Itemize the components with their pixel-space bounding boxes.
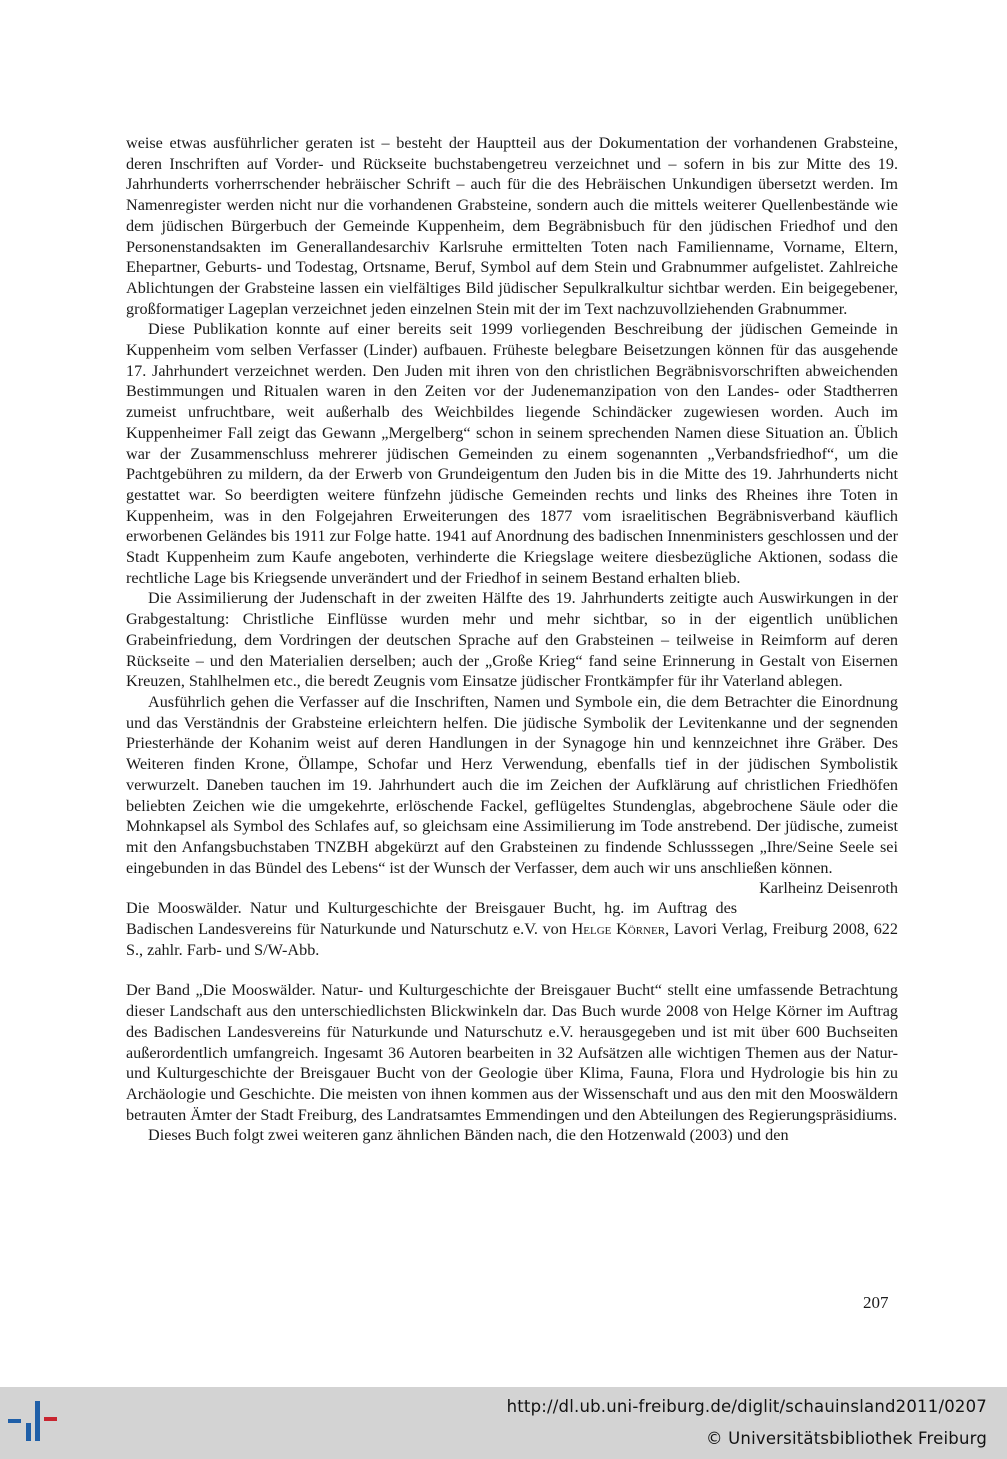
citation-publisher: , Lavori Verlag, Freiburg 2008, 622 S., zahlr. Farb- und S/W-Abb.: [126, 920, 898, 959]
document-url-link[interactable]: http://dl.ub.uni-freiburg.de/diglit/schauinsland2011/0207: [506, 1397, 987, 1416]
paragraph: weise etwas ausführlicher geraten ist – besteht der Hauptteil aus der Dokumentation der vorhandenen Grabsteine, deren Inschriften auf Vorder- und Rückseite buchstabengetreu verzeichnet und – sofern in bis zur Mitte des 19. Jahrhunderts vorherrschender hebräischer Schrift – auch für die des Hebräischen Unkundigen übersetzt werden. Im Namenregister werden nicht nur die vorhandenen Grabsteine, sondern auch die mittels weiterer Quellenbestände wie dem jüdischen Bürgerbuch der Gemeinde Kuppenheim, dem Begräbnisbuch für den jüdischen Friedhof und den Personenstandsakten im Generallandesarchiv Karlsruhe ermittelten Toten nach Familienname, Vorname, Eltern, Ehepartner, Geburts- und Todestag, Ortsname, Beruf, Symbol auf dem Stein und Grabnummer aufgelistet. Zahlreiche Ablichtungen der Grabsteine lassen ein vielfältiges Bild jüdischer Sepulkralkultur sichtbar werden. Ein beigegebener, großformatiger Lageplan verzeichnet jeden einzelnen Stein mit der im Text nachzuvollziehenden Grabnummer.: [126, 134, 898, 318]
footer-bar: [0, 1387, 1007, 1459]
page-number: 207: [863, 1293, 889, 1312]
paragraph: Der Band „Die Mooswälder. Natur- und Kulturgeschichte der Breisgauer Bucht“ stellt eine umfassende Betrachtung dieser Landschaft aus den unterschiedlichsten Blickwinkeln dar. Das Buch wurde 2008 von Helge Körner im Auftrag des Badischen Landesvereins für Naturkunde und Naturschutz e.V. herausgegeben und ist mit über 600 Buchseiten außerordentlich umfangreich. Ingesamt 36 Autoren bearbeiten in 32 Aufsätzen alle wichtigen Themen aus der Natur- und Kulturgeschichte der Breisgauer Bucht von der Geologie über Klima, Fauna, Flora und Hydrologie bis hin zu Archäologie und Geschichte. Die meisten von ihnen kommen aus der Wissenschaft und aus den mit den Mooswäldern betrauten Ämter der Stadt Freiburg, des Landratsamtes Emmendingen und den Abteilungen des Regierungspräsidiums.: [126, 981, 898, 1124]
paragraph: Die Assimilierung der Judenschaft in der zweiten Hälfte des 19. Jahrhunderts zeitigte auch Auswirkungen in der Grabgestaltung: Christliche Einflüsse wurden mehr und mehr sichtbar, so in der eigentlich unüblichen Grabeinfriedung, dem Vordringen der deutschen Sprache auf den Grabsteinen – teilweise in Reimform auf deren Rückseite – und den Materialien derselben; auch der „Große Krieg“ fand seine Erinnerung in Gestalt von Eisernen Kreuzen, Stahlhelmen etc., die beredt Zeugnis vom Einsatze jüdischer Frontkämpfer für ihr Vaterland ablegen.: [126, 589, 898, 691]
copyright-notice: © Universitätsbibliothek Freiburg: [705, 1429, 987, 1448]
body-text: [126, 133, 898, 1146]
paragraph: Dieses Buch folgt zwei weiteren ganz ähnlichen Bänden nach, die den Hotzenwald (2003) und den: [148, 1126, 789, 1145]
paragraph-with-signature: [126, 692, 898, 898]
citation-title: Die Mooswälder. Natur und Kulturgeschichte der Breisgauer Bucht, hg. im Auftrag des Badischen Landesvereins für Naturkunde und Naturschutz e.V. von: [126, 899, 738, 939]
library-logo-icon: [8, 1399, 64, 1441]
book-citation: [126, 898, 898, 960]
author-signature: Karlheinz Deisenroth: [759, 879, 898, 898]
citation-editor: Helge Körner: [571, 920, 666, 939]
paragraph: Diese Publikation konnte auf einer bereits seit 1999 vorliegenden Beschreibung der jüdischen Gemeinde in Kuppenheim vom selben Verfasser (Linder) aufbauen. Früheste belegbare Beisetzungen können für das ausgehende 17. Jahrhundert verzeichnet werden. Den Juden mit ihren von den christlichen Begräbnisvorschriften abweichenden Bestimmungen und Ritualen waren in den Zeiten vor der Judenemanzipation von den Landes- oder Stadtherren zumeist unfruchtbare, weit außerhalb des Weichbildes liegende Schindäcker zugewiesen worden. Auch im Kuppenheimer Fall zeigt das Gewann „Mergelberg“ schon in seinem sprechenden Namen diese Situation an. Üblich war der Zusammenschluss mehrerer jüdischen Gemeinden zu einem sogenannten „Verbandsfriedhof“, um die Pachtgebühren zu mildern, da der Erwerb von Grundeigentum den Juden bis in die Mitte des 19. Jahrhunderts nicht gestattet war. So beerdigten weitere fünfzehn jüdische Gemeinden rechts und links des Rheines ihre Toten in Kuppenheim, was in den Folgejahren Erweiterungen des 1877 vom israelitischen Begräbnisverband käuflich erworbenen Geländes bis 1911 zur Folge hatte. 1941 auf Anordnung des badischen Innenministers geschlossen und der Stadt Kuppenheim zum Kaufe angeboten, verhinderte die Kriegslage weitere diesbezügliche Aktionen, sodass die rechtliche Lage bis Kriegsende unverändert und der Friedhof in seinem Bestand erhalten blieb.: [126, 320, 898, 587]
paragraph-text: Ausführlich gehen die Verfasser auf die Inschriften, Namen und Symbole ein, die dem Betrachter die Einordnung und das Verständnis der Grabsteine erleichtern helfen. Die jüdische Symbolik der Levitenkanne und der segnenden Priesterhände der Kohanim weist auf deren Handlungen in der Synagoge hin und kennzeichnet ihre Gräber. Des Weiteren finden Krone, Öllampe, Schofar und Herz Verwendung, ebenfalls tief in der jüdischen Symbolistik verwurzelt. Daneben tauchen im 19. Jahrhundert auch die im Zeichen der Aufklärung auf christlichen Friedhöfen beliebten Zeichen wie die umgekehrte, erlöschende Fackel, geflügeltes Stundenglas, abgebrochene Säule oder die Mohnkapsel als Symbol des Schlafes auf, so gleichsam eine Assimilierung im Tode anstrebend. Der jüdische, zumeist mit den Anfangsbuchstaben TNZBH abgekürzt auf den Grabsteinen zu findende Schlusssegen „Ihre/Seine Seele sei eingebunden in das Bündel des Lebens“ ist der Wunsch der Verfasser, dem auch wir uns anschließen können.: [126, 692, 898, 877]
